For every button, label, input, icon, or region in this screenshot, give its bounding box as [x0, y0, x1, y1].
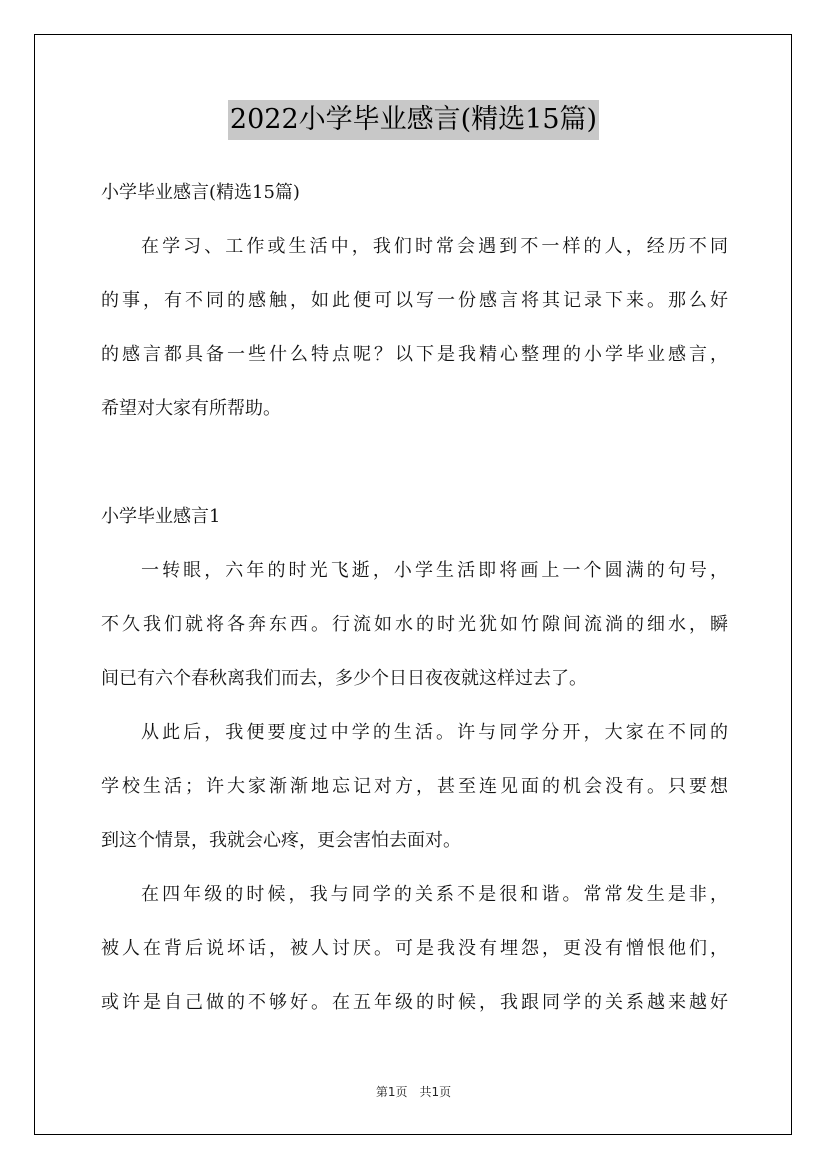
- paragraph-line: 的感言都具备一些什么特点呢？以下是我精心整理的小学毕业感言，: [101, 344, 728, 365]
- paragraph-line: 从此后，我便要度过中学的生活。许与同学分开，大家在不同的: [141, 722, 728, 743]
- page-total: 共1页: [419, 1085, 452, 1099]
- paragraph-line: 间已有六个春秋离我们而去，多少个日日夜夜就这样过去了。: [101, 668, 587, 689]
- page-number: 第1页: [375, 1085, 408, 1099]
- paragraph-line: 学校生活；许大家渐渐地忘记对方，甚至连见面的机会没有。只要想: [101, 776, 728, 797]
- blank-line: [101, 436, 728, 490]
- page-footer: [0, 1083, 827, 1100]
- title-container: [0, 100, 827, 140]
- paragraph-line: 不久我们就将各奔东西。行流如水的时光犹如竹隙间流淌的细水，瞬: [101, 614, 728, 635]
- paragraph-line: 在学习、工作或生活中，我们时常会遇到不一样的人，经历不同: [141, 236, 728, 257]
- section-heading: 小学毕业感言1: [101, 506, 221, 527]
- document-title: 2022小学毕业感言(精选15篇): [228, 100, 599, 140]
- document-body: [101, 166, 728, 1030]
- paragraph-line: 到这个情景，我就会心疼，更会害怕去面对。: [101, 830, 461, 851]
- paragraph-line: 或许是自己做的不够好。在五年级的时候，我跟同学的关系越来越好: [101, 992, 728, 1013]
- paragraph-line: 的事，有不同的感触，如此便可以写一份感言将其记录下来。那么好: [101, 290, 728, 311]
- paragraph-line: 在四年级的时候，我与同学的关系不是很和谐。常常发生是非，: [141, 884, 728, 905]
- paragraph-line: 一转眼，六年的时光飞逝，小学生活即将画上一个圆满的句号，: [141, 560, 728, 581]
- paragraph-line: 被人在背后说坏话，被人讨厌。可是我没有埋怨，更没有憎恨他们，: [101, 938, 728, 959]
- subtitle-line: 小学毕业感言(精选15篇): [101, 182, 300, 203]
- paragraph-line: 希望对大家有所帮助。: [101, 398, 281, 419]
